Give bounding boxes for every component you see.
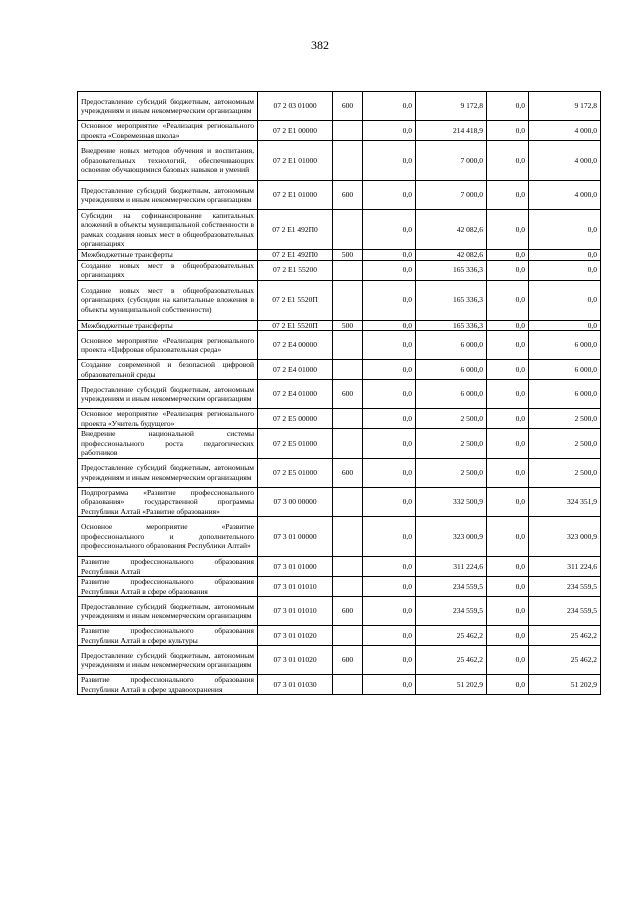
row-value-cell: 6 000,0 [529,360,601,380]
row-vr-cell [333,577,363,597]
row-vr-cell: 500 [333,250,363,261]
row-value-cell: 0,0 [529,320,601,331]
row-vr-cell [333,280,363,320]
row-value-cell: 311 224,6 [529,557,601,577]
row-name-cell: Предоставление субсидий бюджетным, автономным учреждениям и иным некоммерческим организациям [78,181,258,210]
row-value-cell: 0,0 [363,250,416,261]
row-value-cell: 311 224,6 [416,557,487,577]
row-value-cell: 4 000,0 [529,181,601,210]
row-value-cell: 9 172,8 [416,92,487,121]
row-value-cell: 2 500,0 [416,458,487,487]
row-value-cell: 51 202,9 [529,675,601,695]
row-name-cell: Субсидии на софинансирование капитальных вложений в объекты муниципальной собственности в рамках создания новых мест в общеобразовательных организациях [78,210,258,250]
row-code-cell: 07 2 E5 00000 [258,409,333,429]
row-code-cell: 07 2 E5 01000 [258,458,333,487]
row-code-cell: 07 2 E1 492П0 [258,210,333,250]
row-value-cell: 234 559,5 [529,577,601,597]
table-row [78,577,601,597]
table-row [78,181,601,210]
row-code-cell: 07 3 01 01020 [258,646,333,675]
row-code-cell: 07 3 01 00000 [258,517,333,557]
table-row [78,675,601,695]
row-value-cell: 0,0 [363,675,416,695]
table-row [78,141,601,181]
table-row [78,626,601,646]
row-value-cell: 6 000,0 [529,380,601,409]
row-value-cell: 0,0 [487,458,529,487]
row-code-cell: 07 3 01 01000 [258,557,333,577]
row-value-cell: 0,0 [487,626,529,646]
row-code-cell: 07 2 E1 492П0 [258,250,333,261]
row-value-cell: 0,0 [487,429,529,459]
row-value-cell: 0,0 [487,380,529,409]
budget-table [77,91,601,695]
row-vr-cell [333,360,363,380]
row-value-cell: 2 500,0 [529,458,601,487]
row-vr-cell [333,141,363,181]
row-value-cell: 7 000,0 [416,181,487,210]
table-row [78,597,601,626]
row-code-cell: 07 2 E1 01000 [258,181,333,210]
table-row [78,210,601,250]
row-value-cell: 0,0 [487,260,529,280]
table-row [78,517,601,557]
row-value-cell: 6 000,0 [416,380,487,409]
row-code-cell: 07 3 01 01020 [258,626,333,646]
row-vr-cell: 600 [333,646,363,675]
row-name-cell: Развитие профессионального образования Республики Алтай в сфере здравоохранения [78,675,258,695]
table-row [78,557,601,577]
row-code-cell: 07 2 E4 01000 [258,360,333,380]
row-code-cell: 07 2 E1 55200 [258,260,333,280]
row-value-cell: 2 500,0 [529,429,601,459]
row-code-cell: 07 3 01 01030 [258,675,333,695]
row-vr-cell [333,626,363,646]
row-value-cell: 323 000,9 [416,517,487,557]
row-value-cell: 214 418,9 [416,121,487,141]
table-row [78,360,601,380]
row-vr-cell: 600 [333,597,363,626]
row-value-cell: 234 559,5 [529,597,601,626]
row-value-cell: 0,0 [529,260,601,280]
row-vr-cell [333,429,363,459]
row-value-cell: 0,0 [363,557,416,577]
row-code-cell: 07 2 E1 5520П [258,280,333,320]
row-name-cell: Предоставление субсидий бюджетным, автономным учреждениям и иным некоммерческим организациям [78,458,258,487]
row-value-cell: 0,0 [487,121,529,141]
row-name-cell: Подпрограмма «Развитие профессионального образования» государственной программы Республики Алтай «Развитие образования» [78,487,258,517]
row-code-cell: 07 2 03 01000 [258,92,333,121]
row-value-cell: 0,0 [529,280,601,320]
row-name-cell: Создание новых мест в общеобразовательных организациях [78,260,258,280]
row-vr-cell [333,210,363,250]
row-value-cell: 2 500,0 [529,409,601,429]
row-value-cell: 9 172,8 [529,92,601,121]
table-row [78,380,601,409]
row-name-cell: Основное мероприятие «Реализация регионального проекта «Учитель будущего» [78,409,258,429]
row-value-cell: 323 000,9 [529,517,601,557]
row-code-cell: 07 2 E5 01000 [258,429,333,459]
row-value-cell: 0,0 [487,181,529,210]
row-name-cell: Основное мероприятие «Реализация регионального проекта «Современная школа» [78,121,258,141]
row-value-cell: 0,0 [487,92,529,121]
row-value-cell: 0,0 [363,409,416,429]
row-name-cell: Создание новых мест в общеобразовательных организациях (субсидии на капитальные вложения в объекты муниципальной собственности) [78,280,258,320]
row-code-cell: 07 2 E4 01000 [258,380,333,409]
row-vr-cell [333,487,363,517]
row-value-cell: 6 000,0 [529,331,601,360]
row-value-cell: 0,0 [363,210,416,250]
row-name-cell: Межбюджетные трансферты [78,250,258,261]
row-vr-cell: 600 [333,181,363,210]
row-vr-cell [333,260,363,280]
row-vr-cell: 500 [333,320,363,331]
row-value-cell: 0,0 [487,557,529,577]
row-name-cell: Основное мероприятие «Развитие профессионального и дополнительного профессионального образования Республики Алтай» [78,517,258,557]
row-vr-cell [333,517,363,557]
row-code-cell: 07 2 E1 5520П [258,320,333,331]
row-value-cell: 324 351,9 [529,487,601,517]
row-value-cell: 0,0 [363,141,416,181]
table-row [78,121,601,141]
row-value-cell: 0,0 [487,409,529,429]
row-value-cell: 234 559,5 [416,597,487,626]
row-value-cell: 0,0 [363,181,416,210]
row-code-cell: 07 3 01 01010 [258,577,333,597]
table-row [78,260,601,280]
row-name-cell: Развитие профессионального образования Республики Алтай в сфере культуры [78,626,258,646]
row-value-cell: 0,0 [487,487,529,517]
row-vr-cell: 600 [333,92,363,121]
row-name-cell: Предоставление субсидий бюджетным, автономным учреждениям и иным некоммерческим организациям [78,597,258,626]
row-value-cell: 0,0 [487,250,529,261]
row-value-cell: 0,0 [363,360,416,380]
row-value-cell: 0,0 [363,380,416,409]
row-name-cell: Внедрение новых методов обучения и воспитания, образовательных технологий, обеспечивающих освоение обучающимися базовых навыков и умений [78,141,258,181]
row-name-cell: Межбюджетные трансферты [78,320,258,331]
row-vr-cell [333,331,363,360]
row-code-cell: 07 2 E1 00000 [258,121,333,141]
row-name-cell: Развитие профессионального образования Республики Алтай [78,557,258,577]
row-vr-cell [333,121,363,141]
row-value-cell: 7 000,0 [416,141,487,181]
row-value-cell: 0,0 [363,517,416,557]
row-value-cell: 25 462,2 [416,626,487,646]
row-value-cell: 51 202,9 [416,675,487,695]
row-value-cell: 0,0 [363,458,416,487]
row-value-cell: 0,0 [363,280,416,320]
row-name-cell: Предоставление субсидий бюджетным, автономным учреждениям и иным некоммерческим организациям [78,380,258,409]
page-number: 382 [311,38,329,52]
row-value-cell: 2 500,0 [416,409,487,429]
table-row [78,92,601,121]
table-row [78,320,601,331]
row-value-cell: 165 336,3 [416,320,487,331]
row-code-cell: 07 3 01 01010 [258,597,333,626]
row-value-cell: 0,0 [487,320,529,331]
row-value-cell: 0,0 [363,331,416,360]
row-vr-cell [333,557,363,577]
row-value-cell: 0,0 [487,360,529,380]
table-row [78,487,601,517]
row-value-cell: 234 559,5 [416,577,487,597]
row-value-cell: 4 000,0 [529,141,601,181]
table-row [78,429,601,459]
row-value-cell: 0,0 [363,121,416,141]
row-code-cell: 07 2 E1 01000 [258,141,333,181]
row-value-cell: 0,0 [529,210,601,250]
row-value-cell: 0,0 [529,250,601,261]
row-vr-cell [333,675,363,695]
row-vr-cell: 600 [333,380,363,409]
row-name-cell: Основное мероприятие «Реализация регионального проекта «Цифровая образовательная среда» [78,331,258,360]
row-value-cell: 4 000,0 [529,121,601,141]
row-value-cell: 0,0 [487,210,529,250]
row-value-cell: 0,0 [487,331,529,360]
row-value-cell: 42 082,6 [416,250,487,261]
row-name-cell: Внедрение национальной системы профессионального роста педагогических работников [78,429,258,459]
row-name-cell: Создание современной и безопасной цифровой образовательной среды [78,360,258,380]
table-row [78,250,601,261]
row-value-cell: 0,0 [487,646,529,675]
row-value-cell: 165 336,3 [416,280,487,320]
row-value-cell: 25 462,2 [529,626,601,646]
row-value-cell: 0,0 [487,517,529,557]
row-value-cell: 0,0 [363,429,416,459]
table-row [78,331,601,360]
row-value-cell: 0,0 [363,260,416,280]
row-value-cell: 0,0 [363,597,416,626]
row-value-cell: 0,0 [363,487,416,517]
row-value-cell: 0,0 [487,280,529,320]
table-row [78,409,601,429]
row-value-cell: 165 336,3 [416,260,487,280]
row-value-cell: 0,0 [363,320,416,331]
row-name-cell: Предоставление субсидий бюджетным, автономным учреждениям и иным некоммерческим организациям [78,92,258,121]
row-value-cell: 0,0 [363,646,416,675]
table-row [78,280,601,320]
row-value-cell: 0,0 [487,577,529,597]
row-code-cell: 07 2 E4 00000 [258,331,333,360]
row-value-cell: 2 500,0 [416,429,487,459]
row-value-cell: 0,0 [487,141,529,181]
row-value-cell: 0,0 [487,675,529,695]
table-row [78,458,601,487]
row-value-cell: 0,0 [363,577,416,597]
row-name-cell: Предоставление субсидий бюджетным, автономным учреждениям и иным некоммерческим организациям [78,646,258,675]
table-row [78,646,601,675]
row-value-cell: 25 462,2 [416,646,487,675]
row-value-cell: 332 500,9 [416,487,487,517]
row-value-cell: 42 082,6 [416,210,487,250]
row-vr-cell: 600 [333,458,363,487]
row-value-cell: 0,0 [363,92,416,121]
row-value-cell: 0,0 [363,626,416,646]
row-value-cell: 0,0 [487,597,529,626]
row-code-cell: 07 3 00 00000 [258,487,333,517]
row-value-cell: 6 000,0 [416,360,487,380]
row-value-cell: 25 462,2 [529,646,601,675]
row-value-cell: 6 000,0 [416,331,487,360]
row-name-cell: Развитие профессионального образования Республики Алтай в сфере образования [78,577,258,597]
row-vr-cell [333,409,363,429]
